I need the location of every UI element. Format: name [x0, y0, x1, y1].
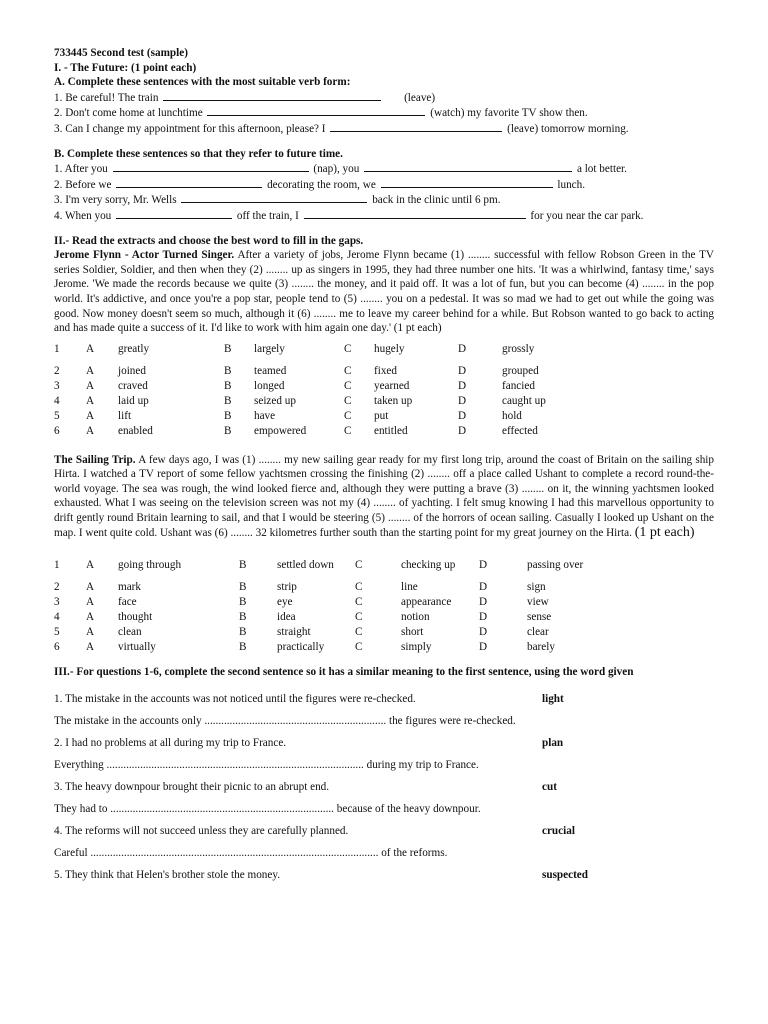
option-word[interactable]: virtually: [118, 641, 156, 654]
answer-blank[interactable]: [364, 161, 572, 172]
option-letter[interactable]: D: [458, 424, 467, 437]
option-word[interactable]: craved: [118, 379, 148, 392]
option-letter[interactable]: B: [239, 559, 247, 572]
option-letter[interactable]: D: [479, 641, 488, 654]
option-word[interactable]: joined: [118, 364, 146, 377]
extract-2-title: The Sailing Trip.: [54, 453, 136, 466]
option-letter[interactable]: D: [458, 364, 467, 377]
key-word: crucial: [542, 824, 575, 837]
transformation-question-5: [54, 868, 714, 890]
question-text: 2. I had no problems at all during my trip to France.: [54, 736, 287, 749]
option-letter[interactable]: C: [355, 559, 363, 572]
extract-1-paragraph: [54, 248, 714, 336]
option-word[interactable]: sense: [527, 611, 552, 624]
answer-blank[interactable]: [163, 90, 381, 101]
option-letter[interactable]: B: [239, 581, 247, 594]
option-word[interactable]: straight: [277, 626, 311, 639]
option-word[interactable]: passing over: [527, 559, 584, 572]
question-text: 5. They think that Helen's brother stole the money.: [54, 868, 281, 881]
extract-1-option-row-1: [54, 342, 602, 364]
section-2-heading: II.- Read the extracts and choose the best word to fill in the gaps.: [54, 234, 364, 247]
option-word[interactable]: view: [527, 596, 549, 609]
part-b-sentence-2: 2. Before we decorating the room, we lunch.: [54, 178, 586, 191]
transformation-question-1: [54, 692, 714, 714]
option-word[interactable]: face: [118, 596, 137, 609]
question-number: 5: [54, 409, 60, 422]
option-letter[interactable]: D: [479, 596, 488, 609]
answer-blank[interactable]: [207, 105, 425, 116]
extract-1-title: Jerome Flynn - Actor Turned Singer.: [54, 249, 235, 262]
option-word[interactable]: strip: [277, 581, 297, 594]
option-letter[interactable]: A: [86, 424, 95, 437]
option-word[interactable]: have: [254, 409, 276, 422]
answer-blank[interactable]: [116, 177, 262, 188]
question-number: 6: [54, 641, 60, 654]
option-word[interactable]: put: [374, 409, 389, 422]
option-word[interactable]: lift: [118, 409, 132, 422]
part-a-sentence-3: 3. Can I change my appointment for this afternoon, please? I (leave) tomorrow morning.: [54, 122, 629, 135]
option-letter[interactable]: C: [355, 581, 363, 594]
option-letter[interactable]: A: [86, 364, 95, 377]
option-word[interactable]: largely: [254, 342, 285, 355]
option-letter[interactable]: B: [224, 409, 232, 422]
extract-1-option-row-4: [54, 394, 602, 409]
answer-blank[interactable]: [181, 192, 367, 203]
extract-2-option-row-4: [54, 610, 617, 625]
option-letter[interactable]: B: [224, 364, 232, 377]
option-word[interactable]: clean: [118, 626, 142, 639]
part-a-sentence-2: 2. Don't come home at lunchtime (watch) my favorite TV show then.: [54, 107, 588, 120]
option-word[interactable]: simply: [401, 641, 432, 654]
part-a-heading: A. Complete these sentences with the most suitable verb form:: [54, 76, 351, 89]
part-b-sentence-3: 3. I'm very sorry, Mr. Wells back in the clinic until 6 pm.: [54, 194, 501, 207]
option-word[interactable]: line: [401, 581, 418, 594]
option-word[interactable]: fixed: [374, 364, 397, 377]
answer-blank[interactable]: [113, 161, 309, 172]
extract-1-options: [54, 342, 602, 439]
option-word[interactable]: settled down: [277, 559, 334, 572]
extract-1-option-row-5: [54, 409, 602, 424]
option-letter[interactable]: D: [479, 626, 488, 639]
option-word[interactable]: clear: [527, 626, 549, 639]
transformation-answer-line-2[interactable]: Everything ............................................................................................ during my trip to France.: [54, 758, 479, 771]
extract-2-paragraph: [54, 453, 714, 541]
question-text: 4. The reforms will not succeed unless they are carefully planned.: [54, 824, 349, 837]
extract-1-text: After a variety of jobs, Jerome Flynn became (1) ........ successful with fellow Robson Green in the TV series Soldier, Soldier, and then when they (2) ........ up as singers in 1995, they had three number one hits. 'It was a whirlwind, fantasy time,' says Jerome. 'We made the records because we quite (3) ........ the money, and it paid off. It was a lot of fun, but you can become (4) ........ in the pop world. It's addictive, and once you're a pop star, people tend to (5) ........ you on a pedestal. It was so mad we had to get out while the going was good. Now money doesn't seem so much, although it (6) ........ me to leave my career behind for a while. But Robson wanted to go back to acting and has made quite a success of it. I'd like to work with him again one day.' (1 pt each): [54, 249, 714, 335]
transformation-list: [54, 692, 768, 890]
question-number: 1: [54, 342, 60, 355]
answer-blank[interactable]: [330, 121, 502, 132]
option-word[interactable]: notion: [401, 611, 430, 624]
option-word[interactable]: grouped: [502, 364, 539, 377]
option-letter[interactable]: A: [86, 379, 95, 392]
transformation-question-2: [54, 736, 714, 758]
option-word[interactable]: barely: [527, 641, 555, 654]
option-letter[interactable]: C: [355, 596, 363, 609]
section-1-heading: I. - The Future: (1 point each): [54, 61, 197, 74]
question-number: 4: [54, 394, 60, 407]
option-letter[interactable]: A: [86, 581, 95, 594]
option-letter[interactable]: D: [458, 394, 467, 407]
key-word: light: [542, 692, 564, 705]
option-word[interactable]: enabled: [118, 424, 153, 437]
option-word[interactable]: laid up: [118, 394, 149, 407]
option-letter[interactable]: A: [86, 626, 95, 639]
extract-2-option-row-1: [54, 558, 617, 580]
option-letter[interactable]: B: [239, 626, 247, 639]
option-word[interactable]: sign: [527, 581, 546, 594]
option-word[interactable]: caught up: [502, 394, 546, 407]
option-letter[interactable]: D: [458, 342, 467, 355]
transformation-question-4: [54, 824, 714, 846]
option-letter[interactable]: C: [355, 626, 363, 639]
section-3-heading-text: III.- For questions 1-6, complete the second sentence so it has a similar meaning to the first sentence, using the word given: [54, 666, 634, 679]
option-letter[interactable]: B: [239, 641, 247, 654]
transformation-answer-line-3[interactable]: They had to ................................................................................ because of the heavy downpour.: [54, 802, 481, 815]
option-word[interactable]: fancied: [502, 379, 535, 392]
option-letter[interactable]: B: [239, 611, 247, 624]
extract-2-options: [54, 558, 617, 655]
option-letter[interactable]: D: [458, 379, 467, 392]
key-word: cut: [542, 780, 557, 793]
option-letter[interactable]: C: [344, 379, 352, 392]
transformation-answer-line-1[interactable]: The mistake in the accounts only ................................................................. the figures were re-checked.: [54, 714, 516, 727]
option-letter[interactable]: A: [86, 641, 95, 654]
answer-blank[interactable]: [116, 208, 232, 219]
question-number: 1: [54, 559, 60, 572]
question-text: 1. The mistake in the accounts was not noticed until the figures were re-checked.: [54, 692, 416, 705]
transformation-question-3: [54, 780, 714, 802]
extract-2-points: (1 pt each): [634, 524, 695, 540]
question-number: 2: [54, 364, 60, 377]
option-word[interactable]: empowered: [254, 424, 307, 437]
part-b-sentence-1: 1. After you (nap), you a lot better.: [54, 163, 627, 176]
question-number: 6: [54, 424, 60, 437]
option-word[interactable]: mark: [118, 581, 141, 594]
test-title: 733445 Second test (sample): [54, 47, 188, 59]
option-letter[interactable]: C: [355, 611, 363, 624]
option-word[interactable]: going through: [118, 559, 182, 572]
question-number: 4: [54, 611, 60, 624]
option-word[interactable]: yearned: [374, 379, 410, 392]
option-word[interactable]: thought: [118, 611, 153, 624]
option-word[interactable]: idea: [277, 611, 296, 624]
option-letter[interactable]: D: [479, 581, 488, 594]
option-letter[interactable]: A: [86, 611, 95, 624]
option-letter[interactable]: D: [479, 611, 488, 624]
option-letter[interactable]: C: [344, 364, 352, 377]
option-letter[interactable]: B: [224, 379, 232, 392]
option-word[interactable]: checking up: [401, 559, 456, 572]
option-word[interactable]: practically: [277, 641, 325, 654]
answer-blank[interactable]: [381, 177, 553, 188]
option-letter[interactable]: A: [86, 596, 95, 609]
option-word[interactable]: hold: [502, 409, 522, 422]
option-letter[interactable]: A: [86, 394, 95, 407]
question-number: 2: [54, 581, 60, 594]
option-letter[interactable]: A: [86, 342, 95, 355]
question-number: 5: [54, 626, 60, 639]
option-letter[interactable]: D: [458, 409, 467, 422]
extract-2-option-row-3: [54, 595, 617, 610]
extract-2-option-row-5: [54, 625, 617, 640]
option-letter[interactable]: B: [239, 596, 247, 609]
answer-blank[interactable]: [304, 208, 526, 219]
option-letter[interactable]: C: [344, 394, 352, 407]
extract-2-option-row-6: [54, 640, 617, 655]
part-b-sentence-4: 4. When you off the train, I for you near the car park.: [54, 209, 644, 222]
option-word[interactable]: appearance: [401, 596, 452, 609]
extract-1-option-row-2: [54, 364, 602, 379]
option-letter[interactable]: C: [355, 641, 363, 654]
option-word[interactable]: eye: [277, 596, 293, 609]
question-number: 3: [54, 596, 60, 609]
option-word[interactable]: greatly: [118, 342, 150, 355]
extract-1-option-row-6: [54, 424, 602, 439]
option-letter[interactable]: B: [224, 394, 232, 407]
part-b-heading: B. Complete these sentences so that they refer to future time.: [54, 147, 343, 160]
option-word[interactable]: hugely: [374, 342, 405, 355]
part-a-sentence-1: 1. Be careful! The train (leave): [54, 91, 436, 104]
option-word[interactable]: seized up: [254, 394, 296, 407]
option-letter[interactable]: C: [344, 424, 352, 437]
option-letter[interactable]: D: [479, 559, 488, 572]
option-letter[interactable]: A: [86, 409, 95, 422]
option-word[interactable]: short: [401, 626, 424, 639]
option-letter[interactable]: C: [344, 342, 352, 355]
extract-2-option-row-2: [54, 580, 617, 595]
transformation-answer-line-4[interactable]: Careful ....................................................................................................... of the reforms.: [54, 846, 448, 859]
question-number: 3: [54, 379, 60, 392]
option-letter[interactable]: C: [344, 409, 352, 422]
option-word[interactable]: grossly: [502, 342, 535, 355]
option-letter[interactable]: B: [224, 342, 232, 355]
key-word: plan: [542, 736, 564, 749]
option-word[interactable]: teamed: [254, 364, 287, 377]
option-word[interactable]: entitled: [374, 424, 408, 437]
option-letter[interactable]: B: [224, 424, 232, 437]
option-word[interactable]: taken up: [374, 394, 413, 407]
option-word[interactable]: longed: [254, 379, 285, 392]
option-word[interactable]: effected: [502, 424, 538, 437]
extract-1-option-row-3: [54, 379, 602, 394]
key-word: suspected: [542, 868, 588, 881]
question-text: 3. The heavy downpour brought their picnic to an abrupt end.: [54, 780, 330, 793]
extract-2-text: A few days ago, I was (1) ........ my new sailing gear ready for my first long trip, around the coast of Britain on the sailing ship Hirta. I watched a TV report of some fellow yachtsmen crossing the finishing (2) ........ off a place called Ushant to complete a record round-the-world voyage. The sea was rough, the wind looked fierce and, although they were putting a brave (3) ........ on it, the winning yachtsmen looked exhausted. What I was seeing on the television screen was not my (4) ........ of yachting. I felt smug knowing I had this marvellous opportunity to drift gently round Britain learning to sail, and that I would be steering (5) ........ of the horrors of ocean sailing. Casually I looked up Ushant on the map. I went quite cold. Ushant was (6) ........ 32 kilometres further south than the starting point for my great journey on the Hirta.: [54, 453, 714, 539]
option-letter[interactable]: A: [86, 559, 95, 572]
